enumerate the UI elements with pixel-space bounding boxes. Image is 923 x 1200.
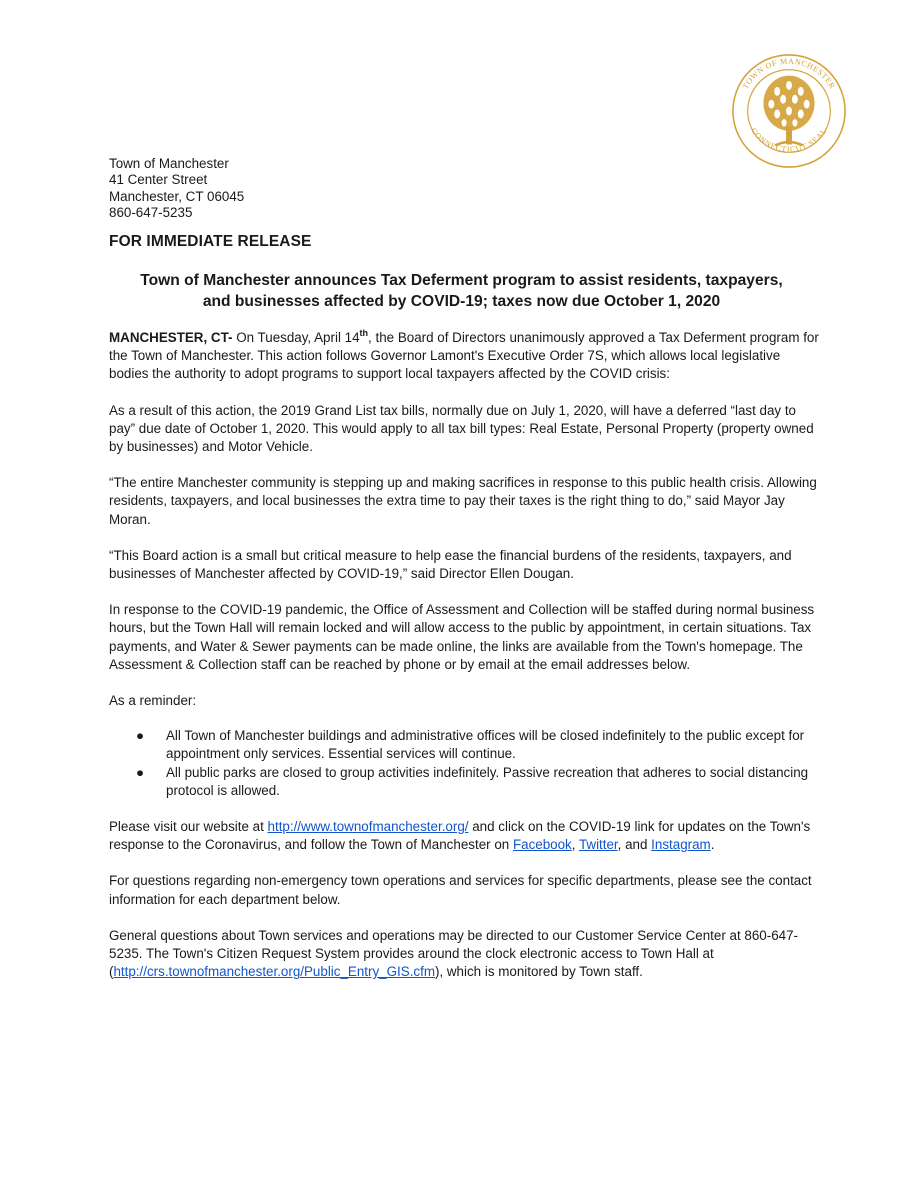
bullet-icon: ● bbox=[136, 764, 145, 780]
town-of-manchester-seal-icon bbox=[730, 52, 848, 170]
customer-service-text: General questions about Town services and operations may be directed to our Customer Service Center at 860-647-5235. The Town's Citizen Request System provides around the clock electronic access to Town Hall at ( bbox=[109, 927, 799, 980]
website-text-start: Please visit our website at bbox=[109, 819, 268, 835]
paragraph-intro bbox=[109, 329, 819, 384]
address-line-city: Manchester, CT 06045 bbox=[109, 188, 245, 204]
svg-text:TOWN OF MANCHESTER: TOWN OF MANCHESTER bbox=[740, 56, 838, 91]
paragraph-office-operations: In response to the COVID-19 pandemic, the Office of Assessment and Collection will be staffed during normal business hours, but the Town Hall will remain locked and will allow access to the public by appointment, in certain situations. Tax payments, and Water & Sewer payments can be made online, the links are available from the Town's homepage. The Assessment & Collection staff can be reached by phone or by email at the email addresses below. bbox=[109, 602, 815, 672]
address-line-organization: Town of Manchester bbox=[109, 156, 229, 171]
ordinal-suffix: th bbox=[359, 328, 369, 338]
list-item-text: All public parks are closed to group activities indefinitely. Passive recreation that adheres to social distancing protocol is allowed. bbox=[166, 764, 809, 798]
sender-address bbox=[109, 156, 244, 221]
svg-text:CONNECTICUT SEAL: CONNECTICUT SEAL bbox=[749, 126, 829, 154]
separator: , bbox=[571, 837, 579, 853]
reminder-list bbox=[109, 727, 819, 800]
twitter-link[interactable]: Twitter bbox=[578, 837, 618, 853]
bullet-icon: ● bbox=[136, 728, 145, 744]
list-item-text: All Town of Manchester buildings and administrative offices will be closed indefinitely to the public except for appointment only services. Essential services will continue. bbox=[166, 728, 805, 762]
list-item bbox=[136, 764, 819, 800]
intro-text-end: , the Board of Directors unanimously approved a Tax Deferment program for the Town of Manchester. This action follows Governor Lamont's Executive Order 7S, which allows local legislative bodies the authority to adopt programs to support local taxpayers affected by the COVID crisis: bbox=[109, 330, 819, 382]
headline-line-2: and businesses affected by COVID-19; taxes now due October 1, 2020 bbox=[202, 292, 721, 310]
facebook-link[interactable]: Facebook bbox=[512, 837, 572, 853]
release-body bbox=[109, 329, 819, 999]
separator: , and bbox=[617, 837, 652, 853]
paragraph-department-contacts: For questions regarding non-emergency town operations and services for specific departments, please see the contact information for each department below. bbox=[109, 873, 812, 907]
paragraph-customer-service bbox=[109, 927, 819, 982]
customer-service-text-end: ), which is monitored by Town staff. bbox=[434, 964, 643, 980]
intro-text-start: On Tuesday, April 14 bbox=[232, 330, 360, 345]
address-line-phone: 860-647-5235 bbox=[109, 204, 193, 220]
reminder-intro: As a reminder: bbox=[109, 693, 197, 709]
instagram-link[interactable]: Instagram bbox=[651, 837, 711, 853]
address-line-street: 41 Center Street bbox=[109, 172, 208, 188]
citizen-request-link[interactable]: http://crs.townofmanchester.org/Public_Entry_GIS.cfm bbox=[113, 964, 435, 980]
website-link[interactable]: http://www.townofmanchester.org/ bbox=[267, 819, 469, 835]
release-label: FOR IMMEDIATE RELEASE bbox=[109, 233, 312, 250]
website-text-middle: and click on the COVID-19 link for updates on the Town's response to the Coronavirus, and follow the Town of Manchester on bbox=[109, 819, 811, 853]
paragraph-mayor-quote: “The entire Manchester community is stepping up and making sacrifices in response to this public health crisis. Allowing residents, taxpayers, and local businesses the extra time to pay their taxes is the right thing to do,” said Mayor Jay Moran. bbox=[109, 475, 817, 527]
website-text-end: . bbox=[710, 837, 715, 853]
paragraph-website bbox=[109, 818, 819, 854]
list-item bbox=[136, 727, 819, 763]
headline-line-1: Town of Manchester announces Tax Deferment program to assist residents, taxpayers, bbox=[140, 272, 783, 289]
dateline: MANCHESTER, CT- bbox=[109, 330, 233, 345]
paragraph-deferral-details: As a result of this action, the 2019 Grand List tax bills, normally due on July 1, 2020, will have a deferred “last day to pay” due date of October 1, 2020. This would apply to all tax bill types: Real Estate, Personal Property (property owned by businesses) and Motor Vehicle. bbox=[109, 402, 814, 455]
paragraph-director-quote: “This Board action is a small but critical measure to help ease the financial burdens of the residents, taxpayers, and businesses of Manchester affected by COVID-19,” said Director Ellen Dougan. bbox=[109, 547, 792, 582]
headline bbox=[109, 271, 814, 312]
